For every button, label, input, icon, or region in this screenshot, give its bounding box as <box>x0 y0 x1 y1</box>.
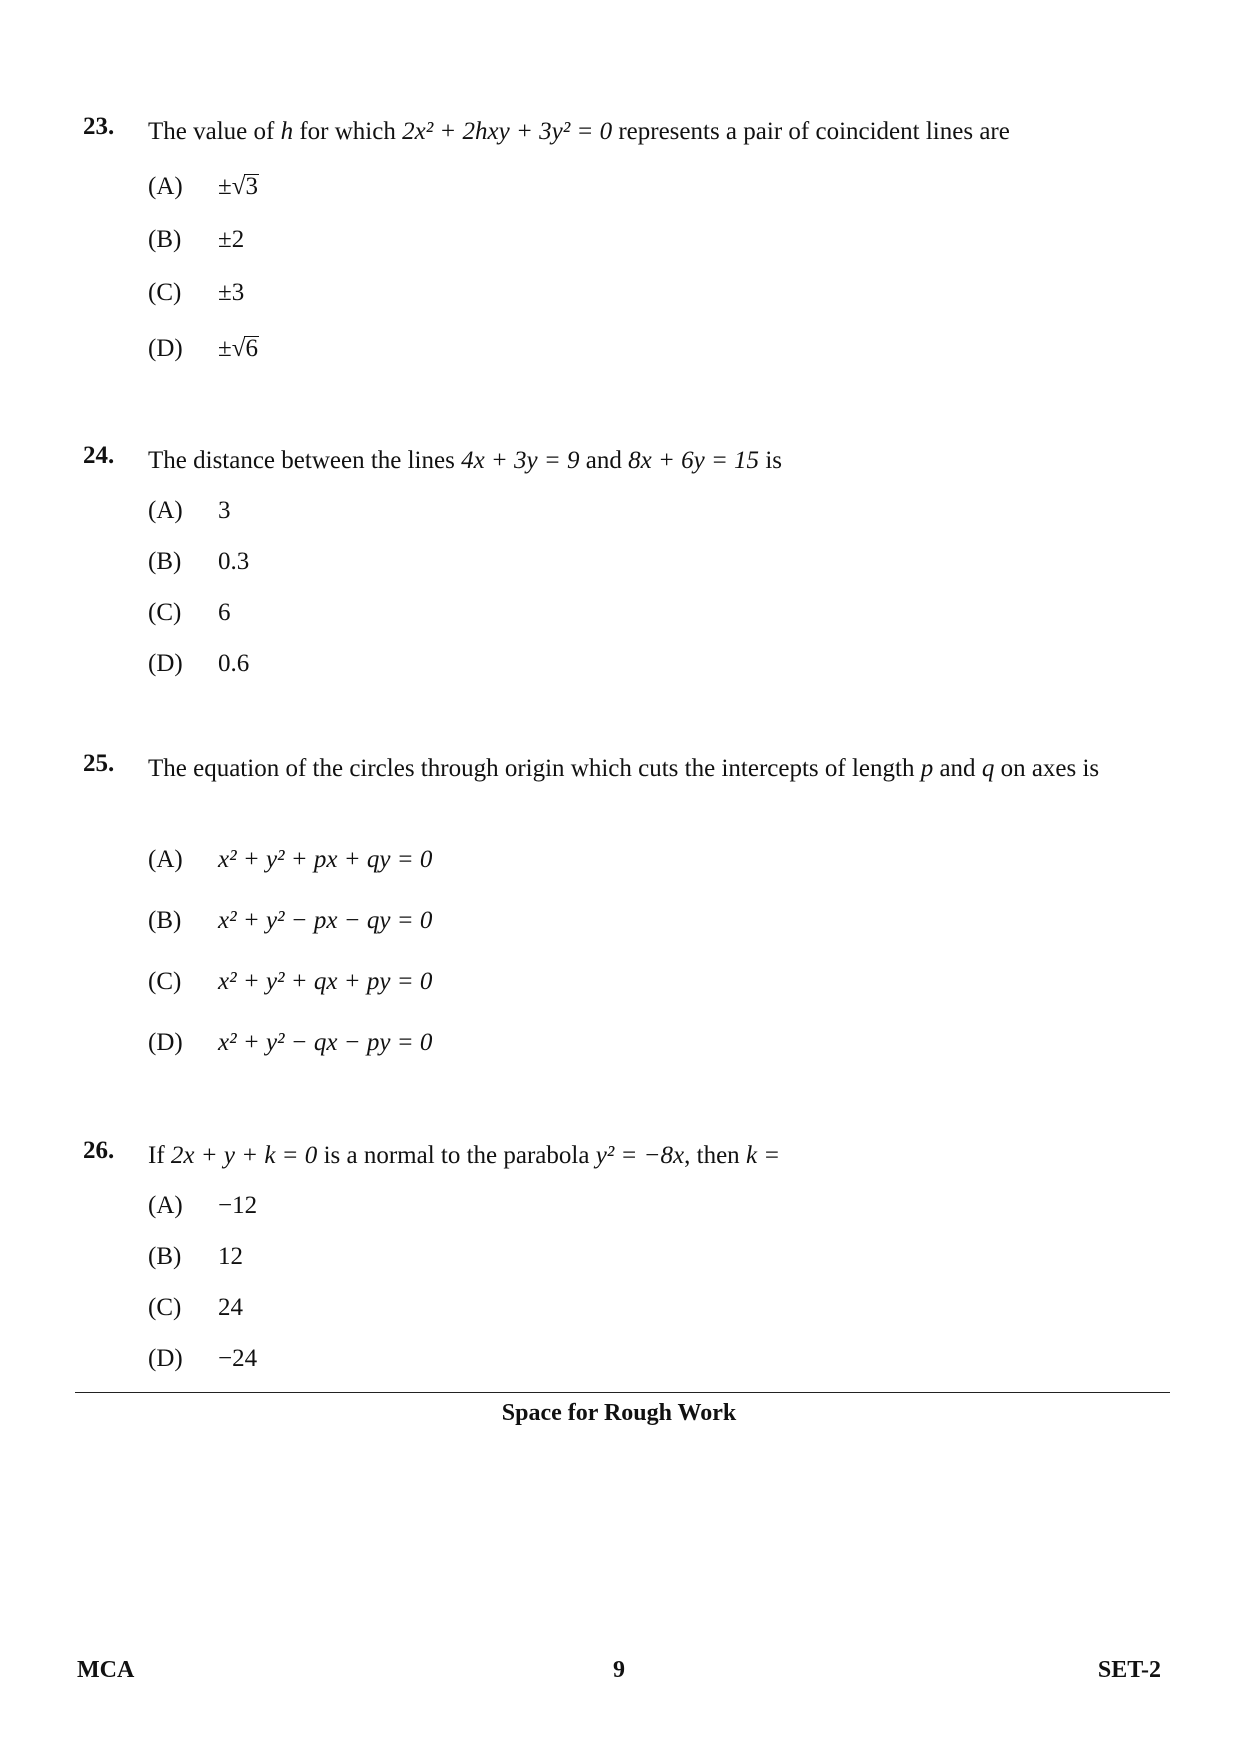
text-part: represents a pair of coincident lines are <box>612 118 1010 145</box>
text-part: , then <box>684 1142 746 1169</box>
option-value: 24 <box>218 1294 243 1321</box>
equation: 2x² + 2hxy + 3y² = 0 <box>402 118 613 145</box>
variable: h <box>280 118 294 145</box>
question-number: 25. <box>83 750 115 777</box>
option-label: (B) <box>148 907 182 934</box>
equation: 2x + y + k = 0 <box>170 1142 318 1169</box>
option-d[interactable] <box>148 650 249 678</box>
question-number: 24. <box>83 442 115 469</box>
option-c[interactable] <box>148 599 231 627</box>
text-part: is <box>759 447 782 474</box>
option-b[interactable] <box>148 226 244 254</box>
variable: q <box>981 755 995 782</box>
equation: 8x + 6y = 15 <box>628 447 760 474</box>
option-value: −12 <box>218 1192 258 1219</box>
question-text <box>148 442 1238 480</box>
equation: 4x + 3y = 9 <box>461 447 580 474</box>
option-value: x² + y² + px + qy = 0 <box>218 846 433 873</box>
option-label: (C) <box>148 1294 182 1321</box>
option-b[interactable] <box>148 548 249 576</box>
option-label: (B) <box>148 1243 182 1270</box>
question-number: 23. <box>83 113 115 140</box>
option-value: ±2 <box>218 226 245 253</box>
option-label: (A) <box>148 846 183 873</box>
option-label: (D) <box>148 335 183 362</box>
text-part: The distance between the lines <box>148 447 462 474</box>
option-label: (B) <box>148 226 182 253</box>
text-part: If <box>148 1142 171 1169</box>
option-label: (A) <box>148 173 183 200</box>
option-c[interactable] <box>148 1294 243 1322</box>
question-text <box>148 113 1238 151</box>
option-value: 0.6 <box>218 650 250 677</box>
option-label: (C) <box>148 279 182 306</box>
question-text <box>148 750 1238 788</box>
option-label: (B) <box>148 548 182 575</box>
option-value: ±3 <box>218 279 245 306</box>
text-part: The value of <box>148 118 281 145</box>
equation: y² = −8x <box>595 1142 685 1169</box>
option-label: (D) <box>148 1345 183 1372</box>
radicand: 6 <box>245 335 258 362</box>
option-value: 0.3 <box>218 548 250 575</box>
text-part: is a normal to the parabola <box>317 1142 596 1169</box>
option-label: (D) <box>148 650 183 677</box>
option-d[interactable] <box>148 1345 257 1373</box>
option-prefix: ±√ <box>218 335 246 362</box>
option-label: (C) <box>148 968 182 995</box>
variable: p <box>920 755 934 782</box>
divider <box>75 1392 1170 1393</box>
footer-right: SET-2 <box>1097 1657 1161 1683</box>
option-value: x² + y² − px − qy = 0 <box>218 907 433 934</box>
question-number: 26. <box>83 1137 115 1164</box>
option-value: x² + y² + qx + py = 0 <box>218 968 433 995</box>
option-value: −24 <box>218 1345 258 1372</box>
option-prefix: ±√ <box>218 173 246 200</box>
option-d[interactable] <box>148 335 259 363</box>
option-c[interactable] <box>148 279 244 307</box>
option-label: (A) <box>148 497 183 524</box>
rough-work-label: Space for Rough Work <box>501 1400 737 1426</box>
option-label: (A) <box>148 1192 183 1219</box>
option-label: (C) <box>148 599 182 626</box>
text-part: and <box>933 755 982 782</box>
option-value: 3 <box>218 497 231 524</box>
text-part: and <box>579 447 629 474</box>
option-b[interactable] <box>148 1243 243 1271</box>
option-b[interactable] <box>148 907 432 935</box>
text-part: for which <box>293 118 403 145</box>
option-a[interactable] <box>148 497 231 525</box>
text-part: The equation of the circles through origin which cuts the intercepts of length <box>148 755 921 782</box>
option-value: 6 <box>218 599 231 626</box>
footer-left: MCA <box>77 1657 135 1683</box>
option-a[interactable] <box>148 173 259 201</box>
option-value: x² + y² − qx − py = 0 <box>218 1029 433 1056</box>
option-a[interactable] <box>148 846 432 874</box>
option-label: (D) <box>148 1029 183 1056</box>
option-a[interactable] <box>148 1192 257 1220</box>
option-value: 12 <box>218 1243 243 1270</box>
equation: k = <box>745 1142 781 1169</box>
option-c[interactable] <box>148 968 432 996</box>
question-text <box>148 1137 1238 1175</box>
text-part: on axes is <box>994 755 1100 782</box>
page-number: 9 <box>613 1657 625 1683</box>
option-d[interactable] <box>148 1029 432 1057</box>
radicand: 3 <box>245 173 258 200</box>
